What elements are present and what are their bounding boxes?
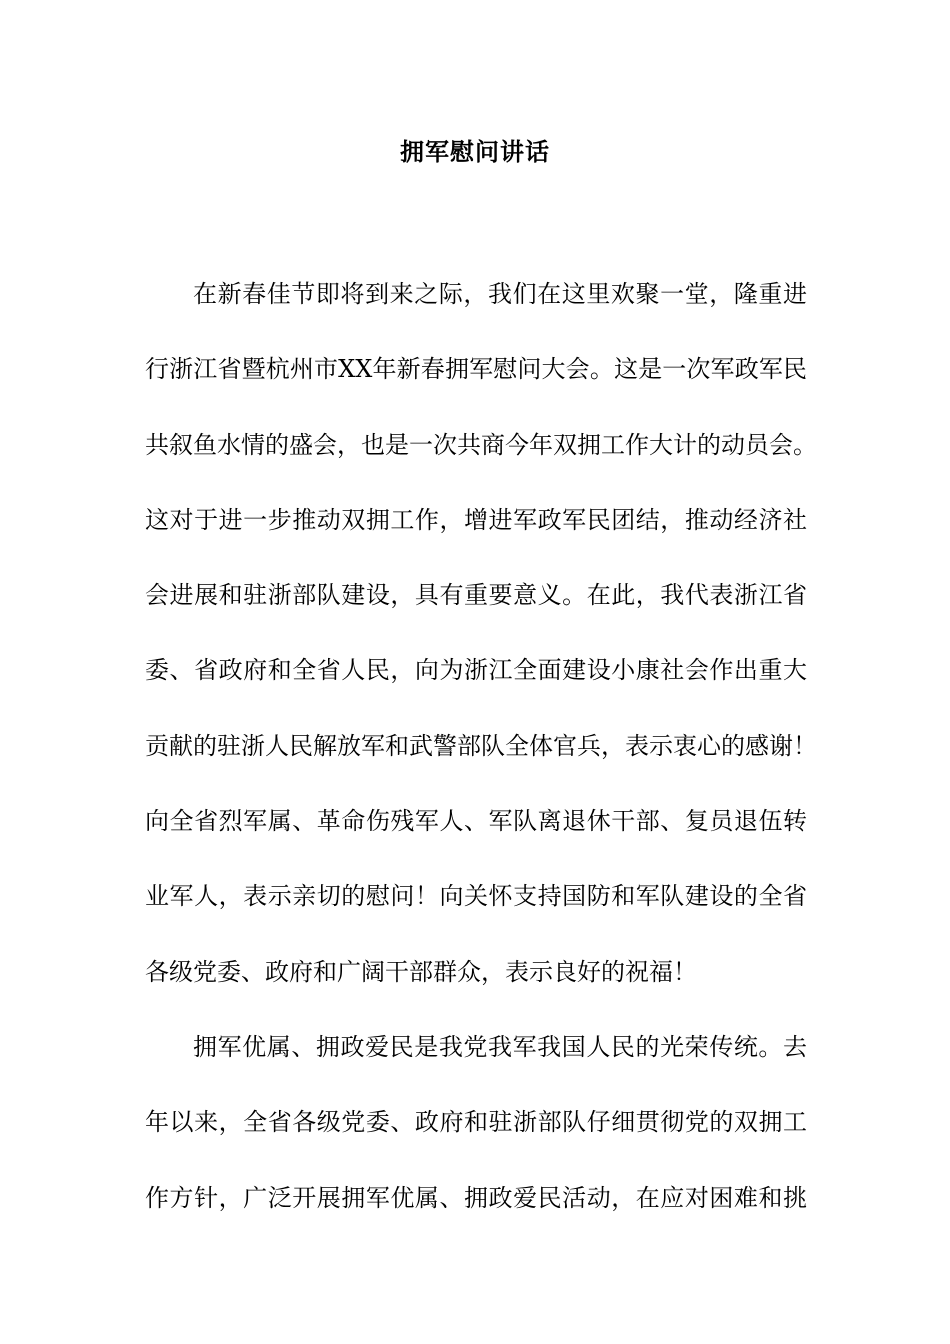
paragraph-line: 业军人，表示亲切的慰问！向关怀支持国防和军队建设的全省 (145, 882, 807, 911)
paragraph-line: 向全省烈军属、革命伤残军人、军队离退休干部、复员退伍转 (145, 807, 807, 836)
paragraph-line: 拥军优属、拥政爱民是我党我军我国人民的光荣传统。去 (193, 1032, 807, 1061)
paragraph-line: 共叙鱼水情的盛会，也是一次共商今年双拥工作大计的动员会。 (145, 430, 817, 459)
paragraph-line: 贡献的驻浙人民解放军和武警部队全体官兵，表示衷心的感谢！ (145, 731, 817, 760)
paragraph-line: 作方针，广泛开展拥军优属、拥政爱民活动，在应对困难和挑 (145, 1183, 807, 1212)
paragraph-line: 行浙江省暨杭州市XX年新春拥军慰问大会。这是一次军政军民 (145, 355, 807, 384)
paragraph-line: 这对于进一步推动双拥工作，增进军政军民团结，推动经济社 (145, 505, 807, 534)
paragraph-line: 年以来，全省各级党委、政府和驻浙部队仔细贯彻党的双拥工 (145, 1108, 807, 1137)
paragraph-line: 委、省政府和全省人民，向为浙江全面建设小康社会作出重大 (145, 656, 807, 685)
paragraph-line: 在新春佳节即将到来之际，我们在这里欢聚一堂，隆重进 (193, 280, 807, 308)
paragraph-line: 会进展和驻浙部队建设，具有重要意义。在此，我代表浙江省 (145, 581, 807, 610)
paragraph-line: 各级党委、政府和广阔干部群众，表示良好的祝福！ (145, 957, 697, 986)
document-body (145, 257, 817, 1236)
document-title: 拥军慰问讲话 (400, 137, 550, 166)
